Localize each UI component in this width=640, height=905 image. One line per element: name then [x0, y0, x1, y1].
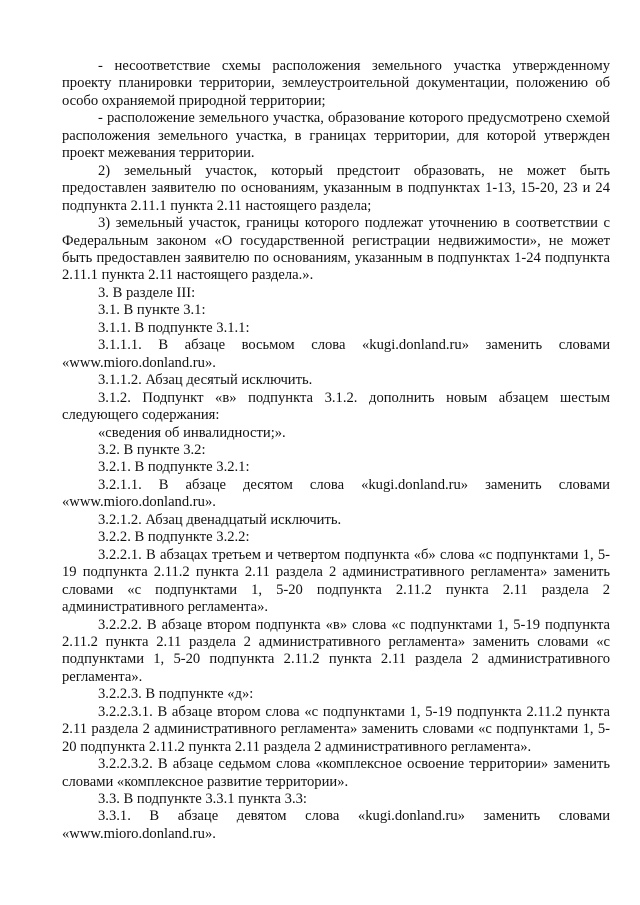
paragraph: 3.1. В пункте 3.1: [98, 302, 206, 319]
paragraph: 3.3.1. В абзаце девятом слова «kugi.donland.ru» заменить словами «www.mioro.donland.ru». [62, 808, 610, 842]
paragraph: 3.2.2.3.2. В абзаце седьмом слова «комплексное освоение территории» заменить словами «комплексное развитие территории». [62, 756, 610, 790]
paragraph: 3.2.1.2. Абзац двенадцатый исключить. [98, 511, 342, 528]
paragraph: 3.2.1.1. В абзаце десятом слова «kugi.donland.ru» заменить словами «www.mioro.donland.ru». [62, 476, 610, 511]
paragraph: 3.3. В подпункте 3.3.1 пункта 3.3: [98, 791, 307, 808]
document-page [62, 58, 610, 843]
paragraph: 3.2.2.3. В подпункте «д»: [98, 686, 254, 703]
paragraph: - несоответствие схемы расположения земельного участка утвержденному проекту планировки территории, землеустроительной документации, положению об особо охраняемой природной территории; [62, 58, 610, 109]
paragraph: 3.2.2.3.1. В абзаце втором слова «с подпунктами 1, 5-19 подпункта 2.11.2 пункта 2.11 раздела 2 административного регламента» заменить словами «с подпунктами 1, 5-20 подпункта 2.11.2 пункта 2.11 раздела 2 административного регламента». [62, 703, 610, 755]
paragraph: 3.1.2. Подпункт «в» подпункта 3.1.2. дополнить новым абзацем шестым следующего содержания: [62, 389, 610, 424]
paragraph: 3.2. В пункте 3.2: [98, 441, 206, 458]
paragraph: - расположение земельного участка, образование которого предусмотрено схемой расположения земельного участка, в границах территории, для которой утвержден проект межевания территории. [62, 110, 610, 162]
paragraph: 3.1.1. В подпункте 3.1.1: [98, 319, 250, 336]
paragraph: 3.2.1. В подпункте 3.2.1: [98, 459, 250, 476]
paragraph: «сведения об инвалидности;». [98, 424, 286, 441]
paragraph: 2) земельный участок, который предстоит образовать, не может быть предоставлен заявителю по основаниям, указанным в подпунктах 1-13, 15-20, 23 и 24 подпункта 2.11.1 пункта 2.11 настоящего раздела; [62, 162, 610, 214]
paragraph: 3.2.2.1. В абзацах третьем и четвертом подпункта «б» слова «с подпунктами 1, 5-19 подпункта 2.11.2 пункта 2.11 раздела 2 административного регламента» заменить словами «с подпунктами 1, 5-20 подпункта 2.11.2 пункта 2.11 раздела 2 административного регламента». [62, 546, 610, 616]
paragraph: 3) земельный участок, границы которого подлежат уточнению в соответствии с Федеральным законом «О государственной регистрации недвижимости», не может быть предоставлен заявителю по основаниям, указанным в подпунктах 1-24 подпункта 2.11.1 пункта 2.11 настоящего раздела.». [62, 215, 610, 284]
paragraph: 3.1.1.1. В абзаце восьмом слова «kugi.donland.ru» заменить словами «www.mioro.donland.ru». [62, 337, 610, 371]
paragraph: 3. В разделе III: [98, 284, 196, 301]
paragraph: 3.1.1.2. Абзац десятый исключить. [98, 372, 313, 389]
paragraph: 3.2.2.2. В абзаце втором подпункта «в» слова «с подпунктами 1, 5-19 подпункта 2.11.2 пункта 2.11 раздела 2 административного регламента» заменить словами «с подпунктами 1, 5-20 подпункта 2.11.2 пункта 2.11 раздела 2 административного регламента». [62, 616, 610, 685]
paragraph: 3.2.2. В подпункте 3.2.2: [98, 529, 250, 546]
